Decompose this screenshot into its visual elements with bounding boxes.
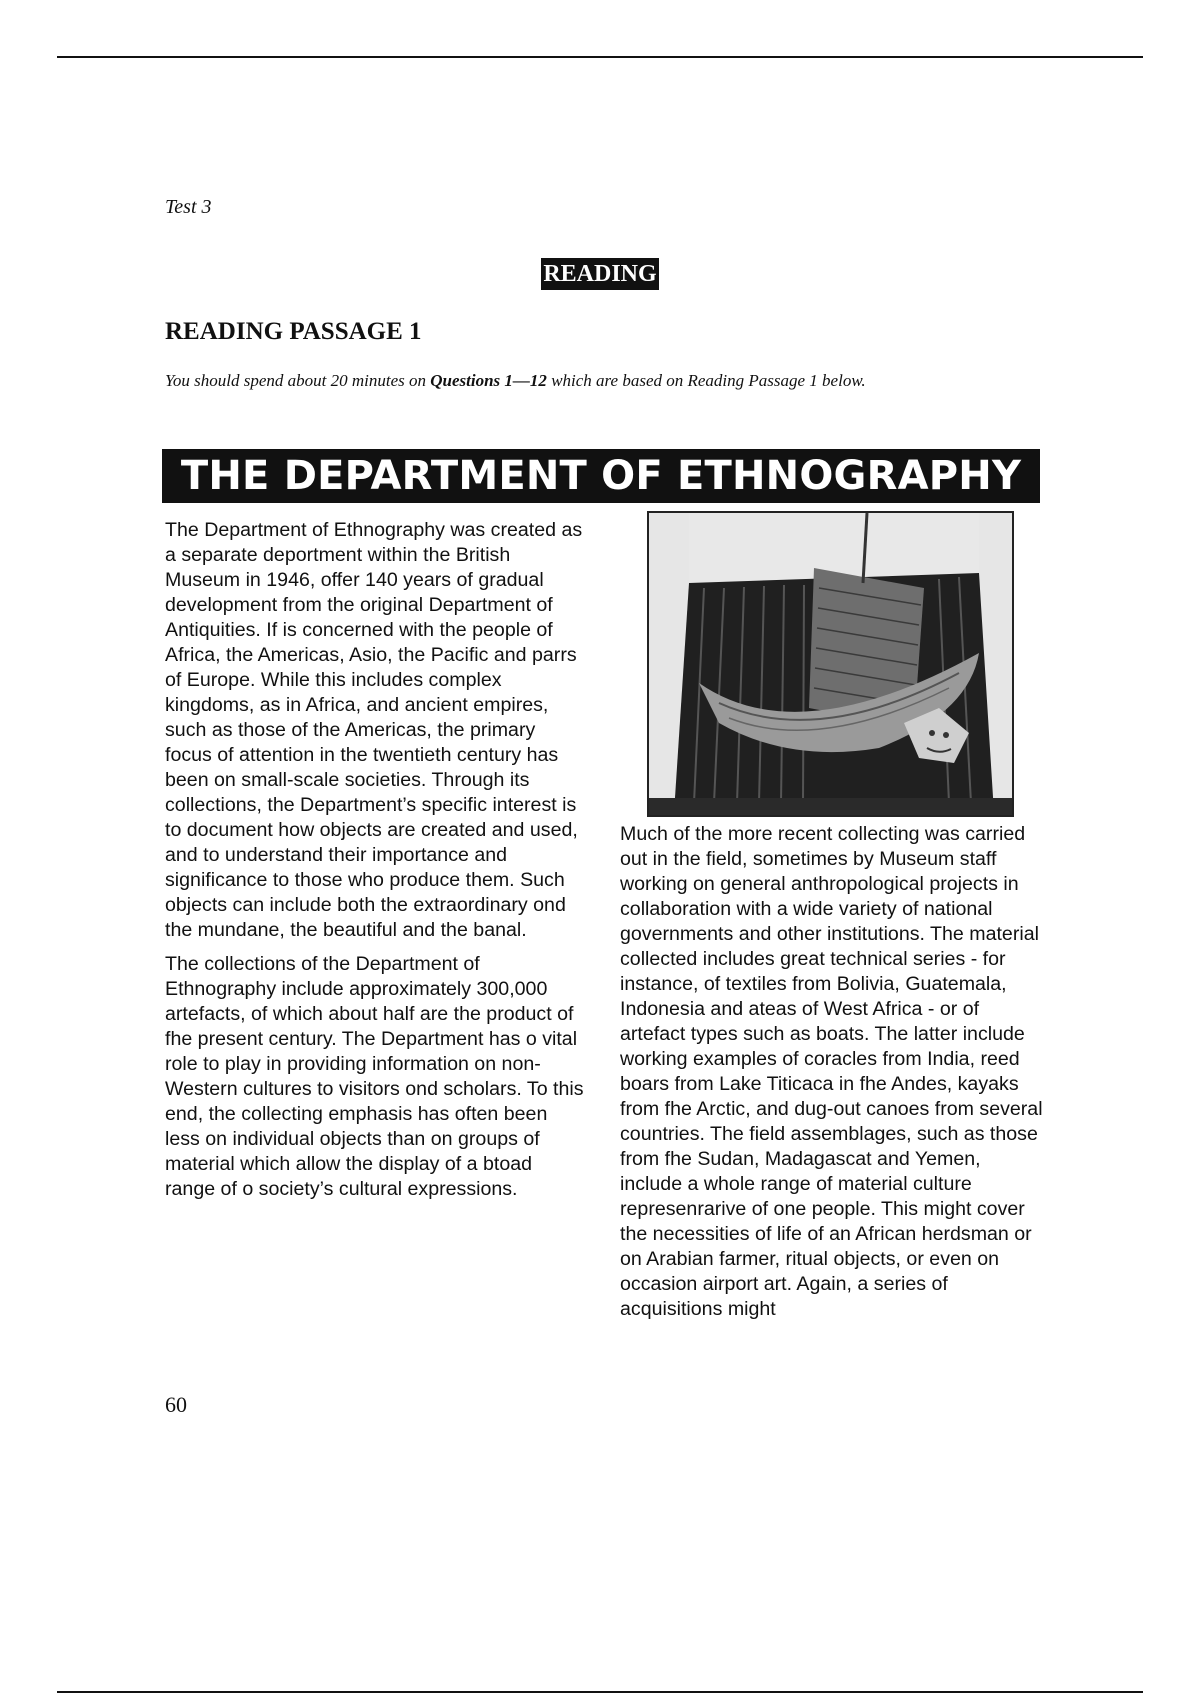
instructions-prefix: You should spend about 20 minutes on: [165, 371, 431, 390]
article-paragraph: The collections of the Department of Ethnography include approximately 300,000 artefacts, of which about half are the product of fhe present century. The Department has o vital role to play in providing information on non-Western cultures to visitors ond scholars. To this end, the collecting emphasis has often been less on individual objects than on groups of material which allow the display of a btoad range of o society’s cultural expressions.: [165, 953, 584, 1200]
section-label: READING: [541, 258, 658, 290]
passage-title: READING PASSAGE 1: [165, 318, 422, 345]
instructions-questions: Questions 1—12: [430, 371, 547, 390]
boats-photo-illustration: [649, 513, 1012, 815]
bottom-rule: [57, 1691, 1143, 1693]
top-rule: [57, 56, 1143, 58]
article-paragraph: The Department of Ethnography was created as a separate deportment within the British Museum in 1946, offer 140 years of gradual development from the original Department of Antiquities. If is concerned with the people of Africa, the Americas, Asio, the Pacific and parrs of Europe. While this includes complex kingdoms, as in Africa, and ancient empires, such as those of the Americas, the primary focus of attention in the twentieth century has been on small-scale societies. Through its collections, the Department’s specific interest is to document how objects are created and used, and to understand their importance and significance to those who produce them. Such objects can include both the extraordinary ond the mundane, the beautiful and the banal.: [165, 519, 583, 941]
page-number: 60: [165, 1392, 187, 1417]
article-left-column: [165, 518, 585, 1211]
article-title: THE DEPARTMENT OF ETHNOGRAPHY: [162, 449, 1040, 503]
instructions-suffix: which are based on Reading Passage 1 below.: [546, 371, 866, 390]
running-head: Test 3: [165, 196, 212, 218]
section-label-container: [0, 258, 1200, 290]
article-paragraph: Much of the more recent collecting was carried out in the field, sometimes by Museum staff working on general anthropological projects in collaboration with a wide variety of national governments and other institutions. The material collected includes great technical series - for instance, of textiles from Bolivia, Guatemala, Indonesia and ateas of West Africa - or of artefact types such as boats. The latter include working examples of coracles from India, reed boars from Lake Titicaca in fhe Andes, kayaks from fhe Arctic, and dug-out canoes from several countries. The field assemblages, such as those from fhe Sudan, Madagascat and Yemen, include a whole range of material culture represenrarive of one people. This might cover the necessities of life of an African herdsman or on Arabian farmer, ritual objects, or even on occasion airport art. Again, a series of acquisitions might: [620, 823, 1043, 1320]
instructions: [165, 371, 866, 391]
article-right-column: [620, 822, 1045, 1331]
boats-photo: [647, 511, 1014, 817]
